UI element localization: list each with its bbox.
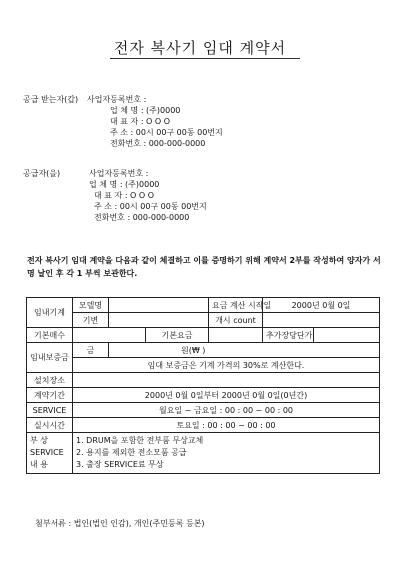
list-item: 1. DRUM을 포함한 전부품 무상교체 xyxy=(76,436,204,445)
contract-period-label: 계약기간 xyxy=(27,388,73,403)
supplied-party-role: 공급 받는자(갑) xyxy=(23,95,79,104)
basic-fee-value[interactable] xyxy=(209,328,263,343)
install-location-label: 설치장소 xyxy=(27,373,73,388)
base-value[interactable] xyxy=(109,313,209,328)
free-service-items xyxy=(73,433,380,474)
extra-unit-price-value[interactable] xyxy=(314,328,380,343)
supplier-party-role: 공급자(을) xyxy=(23,169,61,178)
model-name-label: 모델명 xyxy=(73,298,109,313)
table-row xyxy=(27,358,380,373)
deposit-amount-prefix: 금 xyxy=(73,343,109,358)
supplied-party-reg-number: 사업자등록번호 : xyxy=(87,95,147,104)
supplied-party-company: 업 체 명 : (주)0000 xyxy=(110,106,181,115)
extra-unit-price-label: 추가장당단가 xyxy=(263,328,314,343)
list-item: 3. 출장 SERVICE료 무상 xyxy=(76,460,164,469)
supplied-party-ceo: 대 표 자 : O O O xyxy=(110,117,171,126)
base-label: 기변 xyxy=(73,313,109,328)
table-row xyxy=(27,313,380,328)
basic-fee-label: 기본요금 xyxy=(146,328,209,343)
table-row xyxy=(27,298,380,313)
table-row xyxy=(27,418,380,433)
table-row xyxy=(27,343,380,358)
service-saturday-hours[interactable]: 토요일 : 00 : 00 ~ 00 : 00 xyxy=(73,418,380,433)
contract-period-value[interactable]: 2000년 0월 0일부터 2000년 0월 0일(0년간) xyxy=(73,388,380,403)
deposit-note: 임대 보증금은 기계 가격의 30%로 계산한다. xyxy=(73,358,380,373)
install-location-value[interactable] xyxy=(73,373,380,388)
contract-statement: 전자 복사기 임대 계약을 다음과 같이 체결하고 이를 증명하기 위해 계약서 2부를 작성하여 양자가 서명 날인 후 각 1 부씩 보관한다. xyxy=(27,256,381,278)
basic-copies-value[interactable] xyxy=(73,328,146,343)
table-row xyxy=(27,433,380,474)
free-service-label-line-2: SERVICE xyxy=(30,448,64,457)
table-row xyxy=(27,328,380,343)
service-time-label-1: SERVICE xyxy=(27,403,73,418)
table-row xyxy=(27,388,380,403)
supplier-party-address: 주 소 : 00시 00구 00동 00번지 xyxy=(94,202,207,211)
billing-start-value[interactable]: 2000년 0월 0일 xyxy=(263,298,380,313)
supplied-party-address: 주 소 : 00시 00구 00동 00번지 xyxy=(110,128,223,137)
supplied-party-phone: 전화번호 : 000-000-0000 xyxy=(110,139,206,148)
supplier-party-phone: 전화번호 : 000-000-0000 xyxy=(94,213,190,222)
deposit-label: 임내보증금 xyxy=(27,343,73,373)
attachments-note: 첨부서류 : 법인(법인 인감), 개인(주민등록 등본) xyxy=(35,519,205,528)
title-underline xyxy=(110,58,300,59)
list-item: 2. 용지를 제외한 전소모품 공급 xyxy=(76,448,187,457)
free-service-label xyxy=(27,433,73,474)
rental-equipment-label: 임내기계 xyxy=(27,298,73,328)
start-count-label: 개시 count xyxy=(209,313,263,328)
supplier-party-ceo: 대 표 자 : O O O xyxy=(94,191,155,200)
table-row xyxy=(27,373,380,388)
model-name-value[interactable] xyxy=(109,298,209,313)
free-service-label-line-3: 내 용 xyxy=(30,460,48,469)
service-weekday-hours[interactable]: 월요일 ~ 금요일 : 00 : 00 ~ 00 : 00 xyxy=(73,403,380,418)
supplier-party-reg-number: 사업자등록번호 : xyxy=(89,169,149,178)
basic-copies-label: 기본매수 xyxy=(27,328,73,343)
contract-terms-table xyxy=(26,297,380,474)
table-row xyxy=(27,403,380,418)
free-service-label-line-1: 부 상 xyxy=(30,436,48,445)
start-count-value[interactable] xyxy=(263,313,380,328)
billing-start-label: 요금 계산 시작일 xyxy=(209,298,263,313)
service-time-label-2: 실시시간 xyxy=(27,418,73,433)
supplier-party-company: 업 체 명 : (주)0000 xyxy=(89,180,160,189)
deposit-amount-value[interactable]: 원(₩ ) xyxy=(109,343,380,358)
document-title: 전자 복사기 임대 계약서 xyxy=(113,39,287,57)
